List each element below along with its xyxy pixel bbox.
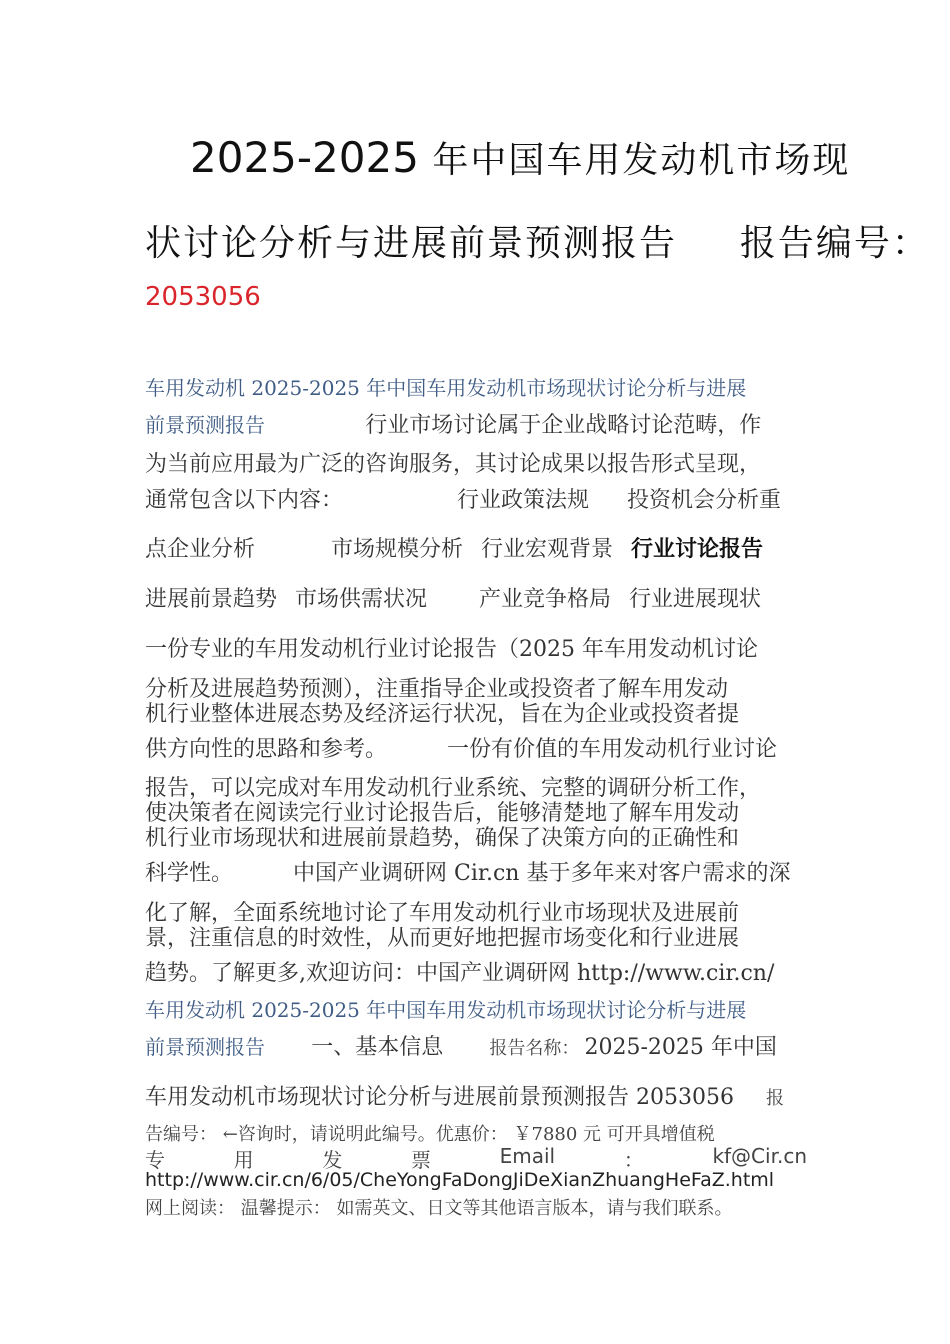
- paragraph-line: 机行业整体进展态势及经济运行状况，旨在为企业或投资者提: [145, 702, 740, 727]
- paragraph-line: 一份专业的车用发动机行业讨论报告（2025 年车用发动机讨论: [145, 637, 758, 662]
- intro-line-5: [145, 532, 807, 563]
- report-name-label: 报告名称：: [489, 1038, 580, 1059]
- keyword-invest: 投资机会分析重: [627, 488, 782, 513]
- intro-line-4: [145, 483, 807, 514]
- paragraph-line: 报告，可以完成对车用发动机行业系统、完整的调研分析工作，: [145, 776, 762, 801]
- paragraph-line: 使决策者在阅读完行业讨论报告后，能够清楚地了解车用发动: [145, 801, 740, 826]
- intro-line-6: [145, 582, 807, 613]
- title-line-2: [145, 215, 930, 266]
- info-line-2: [145, 1030, 807, 1061]
- info-blue-line-1: 车用发动机 2025-2025 年中国车用发动机市场现状讨论分析与进展: [145, 998, 747, 1022]
- info-line-4: 告编号： ←咨询时，请说明此编号。优惠价： ￥7880 元 可开具增值税: [145, 1124, 715, 1145]
- paragraph-line: 趋势。了解更多,欢迎访问：中国产业调研网 http://www.cir.cn/: [145, 961, 775, 986]
- keyword-status: 行业进展现状: [629, 587, 762, 612]
- email-address[interactable]: kf@Cir.cn: [712, 1144, 807, 1168]
- keyword-policy: 行业政策法规: [457, 488, 590, 513]
- title-line-1: [190, 132, 851, 183]
- vat-char: 用: [233, 1148, 254, 1172]
- section-heading: 一、基本信息: [311, 1035, 444, 1060]
- paragraph-line: [145, 732, 807, 763]
- keyword-trend: 进展前景趋势: [145, 587, 278, 612]
- keyword-report: 行业讨论报告: [631, 536, 764, 562]
- intro-p1-b: 为当前应用最为广泛的咨询服务，其讨论成果以报告形式呈现，: [145, 452, 762, 477]
- paragraph-line: 分析及进展趋势预测），注重指导企业或投资者了解车用发动: [145, 677, 729, 702]
- paragraph-line: 化了解，全面系统地讨论了车用发动机行业市场现状及进展前: [145, 901, 740, 926]
- paragraph-line: 机行业市场现状和进展前景趋势，确保了决策方向的正确性和: [145, 826, 740, 851]
- title-year-range: 2025-2025: [190, 133, 419, 182]
- paragraph-text: 供方向性的思路和参考。: [145, 737, 388, 762]
- paragraph-text: 科学性。: [145, 861, 234, 886]
- report-name-value-1: 2025-2025 年中国: [584, 1035, 777, 1060]
- report-code-fragment: 报: [765, 1088, 784, 1109]
- info-line-3: [145, 1080, 807, 1111]
- paragraph-line: 景，注重信息的时效性，从而更好地把握市场变化和行业进展: [145, 926, 740, 951]
- intro-blue-line-2: 前景预测报告: [145, 413, 265, 437]
- info-line-7: 网上阅读： 温馨提示： 如需英文、日文等其他语言版本，请与我们联系。: [145, 1198, 733, 1219]
- intro-line-2: [145, 408, 807, 439]
- title-text-1: 年中国车用发动机市场现: [432, 140, 851, 181]
- email-label: Email: [499, 1144, 556, 1168]
- paragraph-text: 中国产业调研网 Cir.cn 基于多年来对客户需求的深: [293, 861, 791, 886]
- keyword-scale: 市场规模分析: [331, 537, 464, 562]
- report-name-value-2: 车用发动机市场现状讨论分析与进展前景预测报告 2053056: [145, 1085, 734, 1110]
- keyword-supply: 市场供需状况: [295, 587, 428, 612]
- keyword-macro: 行业宏观背景: [481, 537, 614, 562]
- keyword-compete: 产业竞争格局: [479, 587, 612, 612]
- intro-blue-line-1: 车用发动机 2025-2025 年中国车用发动机市场现状讨论分析与进展: [145, 376, 747, 400]
- intro-p1-c: 通常包含以下内容：: [145, 488, 344, 513]
- paragraph-text: 一份有价值的车用发动机行业讨论: [447, 737, 778, 762]
- intro-p1-a: 行业市场讨论属于企业战略讨论范畴，作: [365, 413, 762, 438]
- paragraph-line: [145, 856, 807, 887]
- title-text-2: 状讨论分析与进展前景预测报告: [145, 223, 678, 264]
- vat-char: 专: [145, 1148, 165, 1172]
- report-code: 2053056: [145, 282, 261, 312]
- report-url[interactable]: http://www.cir.cn/6/05/CheYongFaDongJiDeXianZhuangHeFaZ.html: [145, 1169, 775, 1191]
- keyword-enterprise: 点企业分析: [145, 537, 256, 562]
- vat-char: 发: [322, 1148, 343, 1172]
- email-colon: ：: [623, 1148, 644, 1172]
- report-code-label: 报告编号：: [739, 223, 930, 264]
- vat-char: 票: [410, 1148, 431, 1172]
- info-blue-line-2: 前景预测报告: [145, 1035, 265, 1059]
